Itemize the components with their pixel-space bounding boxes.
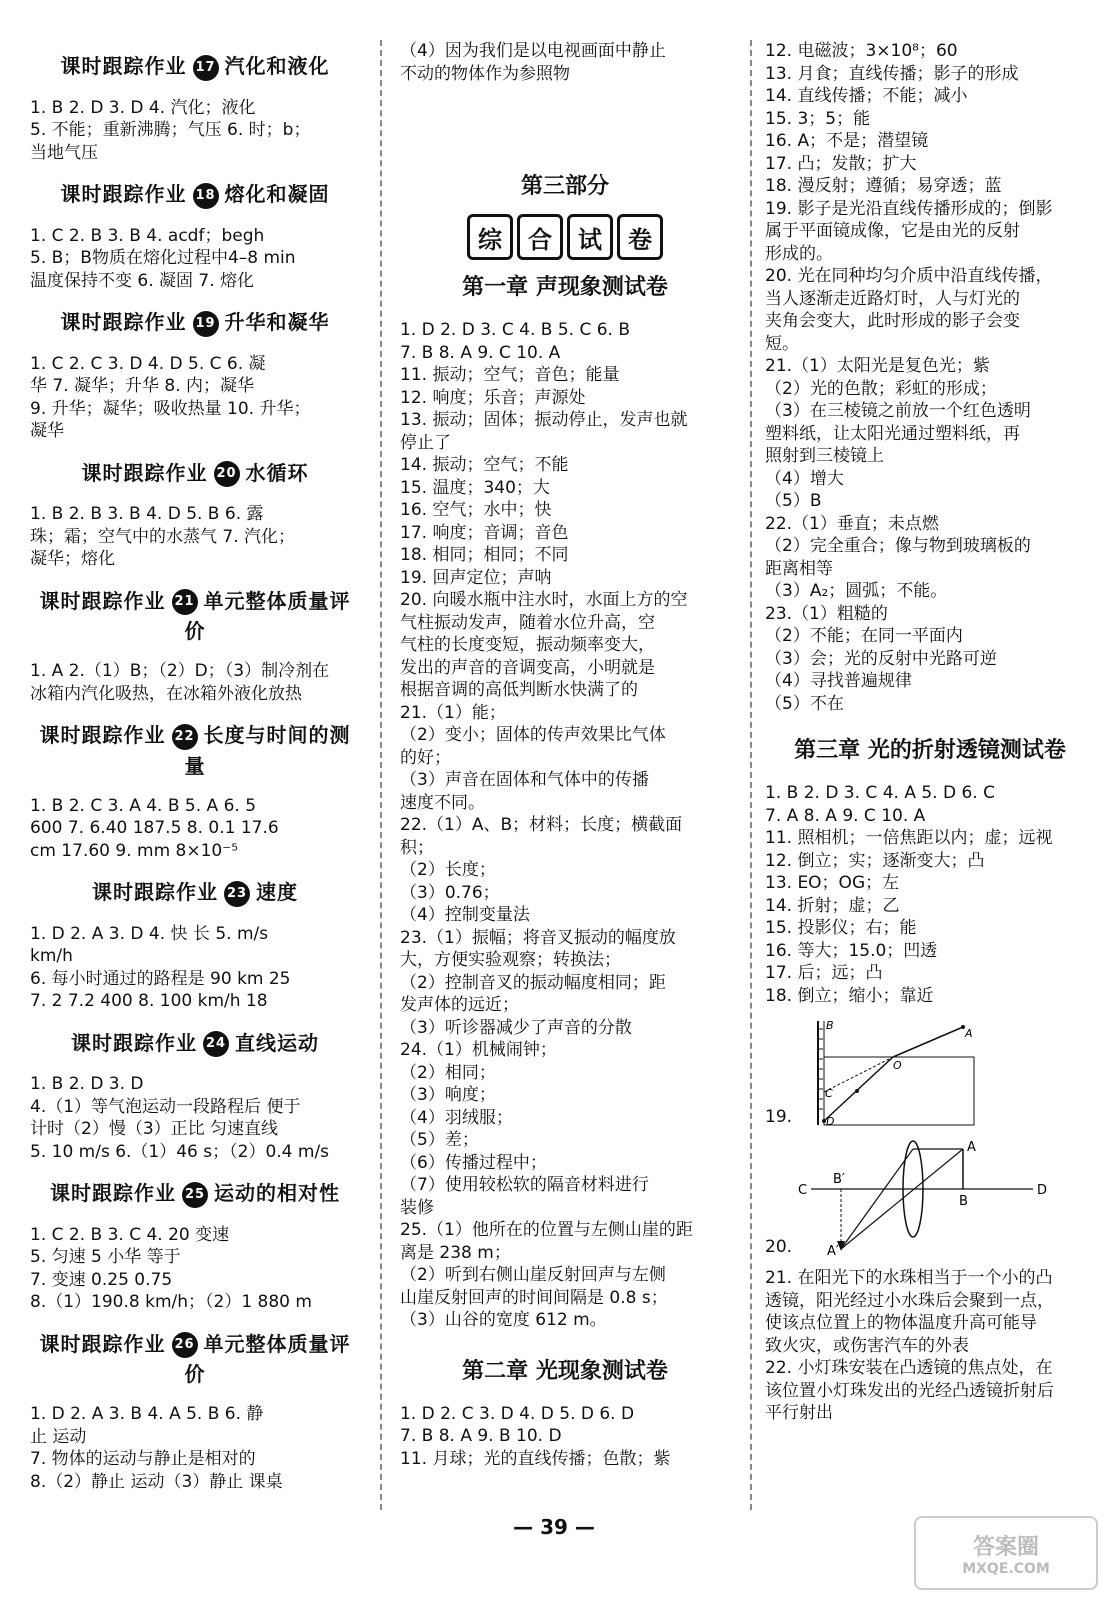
answer-line: 不动的物体作为参照物 [400, 63, 570, 84]
answer-line: 平行射出 [765, 1403, 833, 1423]
lesson-number-badge: 18 [193, 183, 219, 209]
figure-19-label: 19. [765, 1107, 793, 1127]
answer-line: 1. C 2. B 3. B 4. acdf；begh [30, 225, 265, 246]
figure-19 [765, 1017, 1095, 1127]
answer-line: 11. 照相机；一倍焦距以内；虚；远视 [765, 828, 1053, 848]
column-1 [30, 40, 360, 1507]
answer-line: 24.（1）机械闹钟； [400, 1040, 557, 1060]
answer-line: 速度不同。 [400, 792, 485, 813]
answer-line: （4）寻找普遍规律 [765, 671, 912, 691]
section-topic: 汽化和液化 [224, 54, 330, 78]
section-title: 课时跟踪作业 [60, 54, 187, 78]
answer-line: （2）变小；固体的传声效果比气体 [400, 725, 666, 745]
answer-line: 当人逐渐走近路灯时，人与灯光的 [765, 288, 1020, 309]
answer-line: 凝华 [30, 421, 64, 441]
section-topic: 直线运动 [235, 1030, 319, 1055]
answer-line: （3）A₂；圆弧；不能。 [765, 581, 948, 601]
answer-line: 1. D 2. A 3. B 4. A 5. B 6. 静 [30, 1404, 264, 1424]
homework-section [30, 585, 360, 706]
section-heading [30, 50, 360, 81]
answer-line: 14. 直线传播；不能；减小 [765, 86, 968, 106]
answer-line: 1. D 2. A 3. D 4. 快 长 5. m/s [30, 923, 269, 944]
answer-line: 7. 变速 0.25 0.75 [30, 1269, 173, 1290]
answer-line: 8.（1）190.8 km/h；（2）1 880 m [30, 1292, 312, 1312]
answer-line: （4）因为我们是以电视画面中静止 [400, 41, 666, 61]
section-heading [30, 178, 360, 209]
figure-20-label: 20. [765, 1237, 793, 1257]
answer-line: 发声体的远近； [400, 995, 519, 1015]
column-separator [750, 40, 752, 1510]
answer-line: 距离相等 [765, 558, 833, 579]
answer-line: 7. B 8. A 9. B 10. D [400, 1426, 562, 1446]
answer-line: 14. 折射；虚；乙 [765, 895, 900, 916]
answer-line: 13. 振动；固体；振动停止，发声也就 [400, 410, 688, 430]
column-separator [380, 40, 382, 1510]
answer-line: 1. D 2. C 3. D 4. D 5. D 6. D [400, 1403, 635, 1424]
answer-line: 21.（1）能； [400, 702, 506, 723]
answer-line: 积； [400, 837, 434, 858]
homework-section [30, 876, 360, 1013]
fig19-letter-b: B [826, 1019, 834, 1032]
answer-line: 止 运动 [30, 1426, 87, 1447]
section-heading [30, 306, 360, 337]
section-topic: 熔化和凝固 [224, 182, 330, 206]
answer-line: 的好； [400, 747, 451, 768]
answer-line: 7. B 8. A 9. C 10. A [400, 342, 561, 363]
chapter-3-title: 第三章 光的折射透镜测试卷 [794, 738, 1066, 763]
answer-line: 山崖反射回声的时间间隔是 0.8 s； [400, 1287, 668, 1308]
answer-line: 13. EO；OG；左 [765, 873, 900, 893]
banner-char: 卷 [617, 214, 663, 260]
section-heading [30, 876, 360, 907]
answer-line: 计时（2）慢（3）正比 匀速直线 [30, 1119, 279, 1139]
answer-line: 17. 响度；音调；音色 [400, 522, 569, 543]
fig19-letter-c: C [825, 1087, 833, 1100]
section-title: 课时跟踪作业 [39, 1331, 166, 1356]
column-2 [400, 40, 730, 1470]
answer-line: 形成的。 [765, 243, 833, 264]
answer-line: 4.（1）等气泡运动一段路程后 便于 [30, 1096, 301, 1117]
page-number: — 39 — [513, 1515, 595, 1539]
homework-section [30, 306, 360, 443]
answer-line: 1. C 2. B 3. C 4. 20 变速 [30, 1224, 230, 1245]
section-topic: 运动的相对性 [214, 1181, 340, 1205]
answer-line: 1. B 2. D 3. C 4. A 5. D 6. C [765, 783, 995, 803]
answer-line: 17. 凸；发散；扩大 [765, 153, 917, 174]
section-topic: 单元整体质量评价 [184, 1331, 351, 1386]
fig19-letter-a: A [965, 1027, 973, 1040]
answer-line: 冰箱内汽化吸热，在冰箱外液化放热 [30, 683, 302, 704]
lesson-number-badge: 22 [172, 724, 198, 750]
answer-line: 16. A；不是；潜望镜 [765, 131, 929, 151]
lesson-number-badge: 26 [172, 1332, 198, 1358]
answer-line: 使该点位置上的物体温度升高可能导 [765, 1313, 1037, 1333]
answer-line: 属于平面镜成像，它是由光的反射 [765, 221, 1020, 241]
answer-line: 8.（2）静止 运动（3）静止 课桌 [30, 1471, 283, 1492]
answer-line: 6. 每小时通过的路程是 90 km 25 [30, 968, 291, 989]
answer-line: 离是 238 m； [400, 1242, 511, 1263]
answer-line: 23.（1）粗糙的 [765, 603, 888, 624]
answer-line: 18. 漫反射；遵循；易穿透；蓝 [765, 176, 1002, 196]
banner-char: 综 [467, 214, 513, 260]
answer-line: （2）完全重合；像与物到玻璃板的 [765, 536, 1031, 556]
answer-line: 21.（1）太阳光是复色光；紫 [765, 356, 990, 376]
section-title: 课时跟踪作业 [60, 310, 187, 334]
answer-line: 该位置小灯珠发出的光经凸透镜折射后 [765, 1380, 1054, 1401]
answer-line: （2）相同； [400, 1062, 496, 1083]
chapter-3-answers-continued [765, 1267, 1095, 1425]
section-heading [30, 585, 360, 645]
chapter-2-answers-continued [765, 40, 1095, 715]
exam-banner [400, 214, 730, 260]
answer-line: 5. 匀速 5 小华 等于 [30, 1247, 181, 1267]
reflection-diagram [793, 1017, 983, 1127]
chapter-2-title: 第二章 光现象测试卷 [462, 1358, 668, 1384]
fig19-letter-o: O [893, 1059, 902, 1072]
lesson-number-badge: 19 [193, 311, 219, 337]
answer-line: 12. 倒立；实；逐渐变大；凸 [765, 850, 985, 871]
answer-line: （3）在三棱镜之前放一个红色透明 [765, 401, 1031, 421]
answer-line: 22. 小灯珠安装在凸透镜的焦点处，在 [765, 1358, 1053, 1378]
answer-line: 9. 升华；凝华；吸收热量 10. 升华； [30, 398, 311, 419]
answer-line: （5）差； [400, 1130, 479, 1150]
answer-line: （2）光的色散；彩虹的形成； [765, 378, 997, 399]
answer-line: 12. 电磁波；3×10⁸；60 [765, 41, 958, 61]
answer-line: 22.（1）A、B；材料；长度；横截面 [400, 815, 683, 835]
answer-line: 1. B 2. B 3. B 4. D 5. B 6. 露 [30, 504, 264, 524]
lesson-number-badge: 23 [224, 881, 250, 907]
answer-line: 塑料纸，让太阳光通过塑料纸，再 [765, 423, 1020, 444]
answer-line: （2）控制音叉的振动幅度相同；距 [400, 972, 666, 993]
answer-line: 当地气压 [30, 142, 98, 163]
answer-line: 15. 温度；340；大 [400, 477, 550, 498]
answer-line: 大，方便实验观察；转换法； [400, 950, 621, 970]
answer-line: 气柱振动发声，随着水位升高，空 [400, 612, 655, 633]
answer-line: 1. B 2. D 3. D [30, 1074, 144, 1094]
answer-line: 华 7. 凝华；升华 8. 内；凝华 [30, 376, 255, 396]
part-title: 第三部分 [520, 174, 609, 199]
answer-line: 凝华；熔化 [30, 549, 115, 569]
answer-line: 23.（1）振幅；将音叉振动的幅度放 [400, 927, 676, 948]
answer-line: （3）山谷的宽度 612 m。 [400, 1310, 607, 1330]
answer-line: 5. 不能；重新沸腾；气压 6. 时；b； [30, 120, 311, 140]
answer-line: 22.（1）垂直；未点燃 [765, 513, 939, 534]
answer-line: （3）声音在固体和气体中的传播 [400, 770, 649, 790]
section-heading [30, 1027, 360, 1058]
section-title: 课时跟踪作业 [81, 460, 208, 485]
answer-line: 11. 振动；空气；音色；能量 [400, 365, 620, 385]
homework-section [30, 1328, 360, 1494]
answer-line: 16. 等大；15.0；凹透 [765, 940, 938, 961]
lesson-number-badge: 21 [172, 589, 198, 615]
answer-line: 14. 振动；空气；不能 [400, 455, 569, 475]
answer-line: 12. 响度；乐音；声源处 [400, 387, 586, 408]
convex-lens-diagram [793, 1137, 1053, 1257]
section-topic: 长度与时间的测量 [184, 723, 351, 778]
section-heading [30, 1177, 360, 1208]
answer-line: 发出的声音的音调变高，小明就是 [400, 657, 655, 678]
chapter-1-title: 第一章 声现象测试卷 [462, 275, 668, 300]
section-topic: 单元整体质量评价 [184, 588, 351, 643]
homework-section [30, 1027, 360, 1164]
answer-line: 气柱的长度变短，振动频率变大， [400, 635, 655, 655]
answer-line: 19. 影子是光沿直线传播形成的；倒影 [765, 198, 1053, 219]
answer-line: 7. 物体的运动与静止是相对的 [30, 1449, 256, 1469]
section-title: 课时跟踪作业 [60, 182, 187, 206]
chapter-1-answers [400, 319, 730, 1332]
answer-line: 21. 在阳光下的水珠相当于一个小的凸 [765, 1268, 1053, 1288]
answer-line: 15. 投影仪；右；能 [765, 918, 917, 938]
answer-line: （2）听到右侧山崖反射回声与左侧 [400, 1265, 666, 1285]
answer-line: 18. 相同；相同；不同 [400, 545, 569, 565]
answer-line: （5）B [765, 491, 822, 511]
figure-20 [765, 1137, 1095, 1257]
answer-line: 停止了 [400, 432, 451, 453]
fig19-letter-d: D [826, 1115, 835, 1127]
answer-line: 15. 3；5；能 [765, 108, 871, 129]
answer-line: 11. 月球；光的直线传播；色散；紫 [400, 1448, 671, 1469]
watermark-logo: 答案圈 MXQE.COM [914, 1516, 1098, 1590]
fig20-letter-d: D [1037, 1183, 1048, 1198]
chapter-3-answers [765, 782, 1095, 1007]
fig20-letter-c: C [798, 1183, 808, 1198]
fig20-letter-b-prime: B′ [833, 1172, 845, 1187]
answer-line: 1. B 2. C 3. A 4. B 5. A 6. 5 [30, 795, 257, 816]
answer-line: （3）响度； [400, 1085, 496, 1105]
fig20-letter-a-prime: A′ [827, 1244, 839, 1257]
answer-line: 装修 [400, 1197, 434, 1218]
answer-line: 5. B；B物质在熔化过程中4–8 min [30, 248, 296, 268]
fig20-letter-a: A [967, 1140, 976, 1155]
answer-line: 7. A 8. A 9. C 10. A [765, 805, 926, 826]
column-3 [765, 40, 1095, 1425]
section-title: 课时跟踪作业 [92, 880, 218, 904]
homework-section [30, 457, 360, 571]
answer-line: 短。 [765, 333, 799, 354]
section-heading [30, 719, 360, 779]
answer-line: 19. 回声定位；声呐 [400, 567, 552, 588]
answer-line: 25.（1）他所在的位置与左侧山崖的距 [400, 1220, 693, 1240]
answer-line: 照射到三棱镜上 [765, 446, 884, 466]
lesson-number-badge: 17 [193, 55, 219, 81]
continued-answers [400, 40, 730, 85]
answer-line: （3）听诊器减少了声音的分散 [400, 1017, 632, 1038]
answer-line: cm 17.60 9. mm 8×10⁻⁵ [30, 840, 239, 861]
section-title: 课时跟踪作业 [39, 723, 166, 747]
answer-line: （3）0.76； [400, 882, 500, 903]
answer-line: 1. A 2.（1）B；（2）D；（3）制冷剂在 [30, 661, 330, 681]
answer-line: 温度保持不变 6. 凝固 7. 熔化 [30, 270, 255, 291]
fig20-letter-b: B [959, 1194, 968, 1209]
section-heading [30, 457, 360, 488]
answer-line: 1. B 2. D 3. D 4. 汽化；液化 [30, 97, 256, 118]
answer-line: 珠；霜；空气中的水蒸气 7. 汽化； [30, 526, 296, 547]
answer-line: （2）长度； [400, 860, 496, 880]
homework-section [30, 50, 360, 164]
answer-line: （3）会；光的反射中光路可逆 [765, 648, 997, 669]
chapter-2-answers [400, 1403, 730, 1471]
answer-line: 根据音调的高低判断水快满了的 [400, 680, 638, 700]
answer-line: 致火灾，或伤害汽车的外表 [765, 1335, 969, 1356]
answer-line: （5）不在 [765, 693, 844, 714]
answer-line: km/h [30, 946, 73, 966]
answer-line: （2）不能；在同一平面内 [765, 626, 963, 646]
section-topic: 速度 [256, 880, 298, 904]
answer-line: 17. 后；远；凸 [765, 963, 883, 983]
homework-section [30, 1177, 360, 1314]
answer-line: （7）使用较松软的隔音材料进行 [400, 1175, 649, 1195]
section-topic: 水循环 [245, 460, 309, 485]
answer-line: 20. 向暖水瓶中注水时，水面上方的空 [400, 590, 688, 610]
answer-line: 18. 倒立；缩小；靠近 [765, 985, 934, 1006]
answer-line: 16. 空气；水中；快 [400, 500, 552, 520]
answer-line: 20. 光在同种均匀介质中沿直线传播， [765, 266, 1053, 286]
answer-line: 1. C 2. C 3. D 4. D 5. C 6. 凝 [30, 353, 266, 374]
answer-line: 7. 2 7.2 400 8. 100 km/h 18 [30, 991, 268, 1011]
lesson-number-badge: 25 [182, 1182, 208, 1208]
banner-char: 合 [517, 214, 563, 260]
section-title: 课时跟踪作业 [71, 1030, 197, 1055]
lesson-number-badge: 20 [214, 461, 240, 487]
answer-line: 5. 10 m/s 6.（1）46 s；（2）0.4 m/s [30, 1141, 330, 1162]
answer-line: （4）控制变量法 [400, 905, 530, 925]
homework-section [30, 719, 360, 862]
lesson-number-badge: 24 [203, 1031, 229, 1057]
section-title: 课时跟踪作业 [50, 1181, 176, 1205]
banner-char: 试 [567, 214, 613, 260]
answer-line: 600 7. 6.40 187.5 8. 0.1 17.6 [30, 818, 279, 838]
answer-line: 夹角会变大，此时形成的影子会变 [765, 311, 1020, 331]
answer-line: （4）羽绒服； [400, 1107, 513, 1128]
answer-line: 透镜，阳光经过小水珠后会聚到一点， [765, 1290, 1054, 1311]
answer-line: （4）增大 [765, 468, 844, 489]
homework-section [30, 178, 360, 292]
section-topic: 升华和凝华 [224, 310, 330, 334]
answer-line: 13. 月食；直线传播；影子的形成 [765, 63, 1019, 84]
section-heading [30, 1328, 360, 1388]
answer-line: 1. D 2. D 3. C 4. B 5. C 6. B [400, 320, 631, 340]
section-title: 课时跟踪作业 [39, 588, 166, 613]
answer-line: （6）传播过程中； [400, 1152, 547, 1173]
